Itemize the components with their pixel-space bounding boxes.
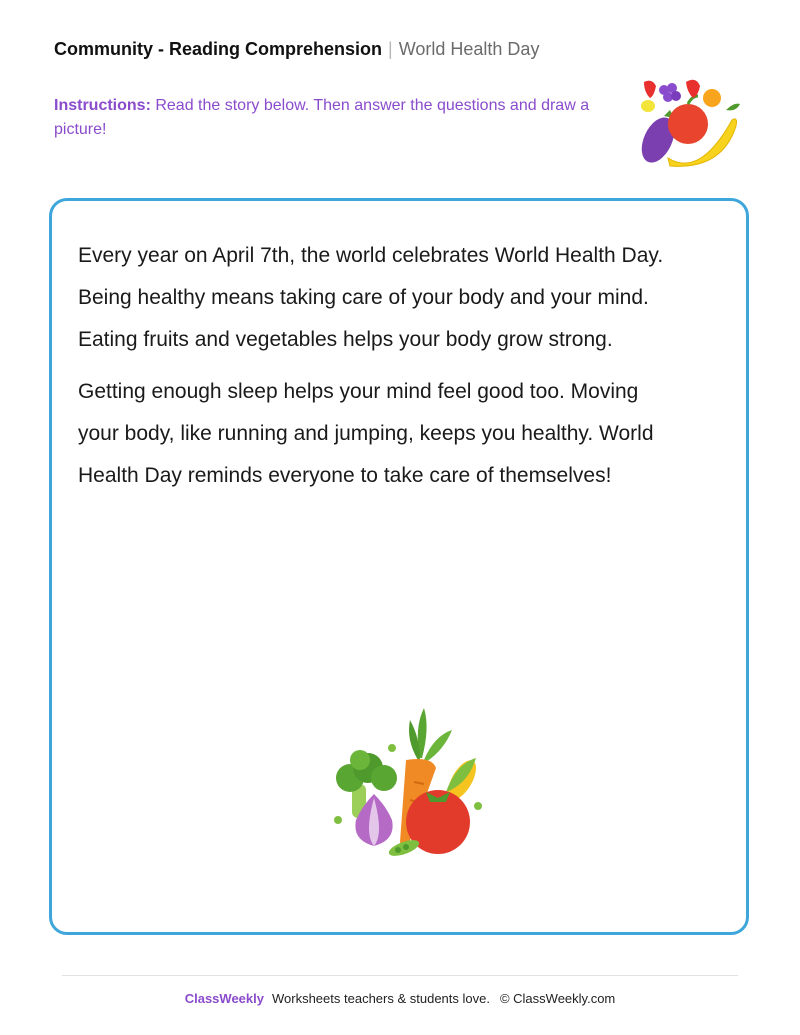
footer-divider (62, 975, 738, 976)
title-separator: | (388, 39, 393, 59)
story-paragraph-1: Every year on April 7th, the world celebrates World Health Day. Being healthy means taking care of your body and your mind. Eating fruits and vegetables helps your body grow strong. (78, 244, 664, 351)
story-box (49, 198, 749, 935)
footer-tagline: Worksheets teachers & students love. (271, 991, 490, 1006)
fruit-basket-icon (630, 70, 745, 175)
instructions-label: Instructions: (54, 97, 151, 114)
worksheet-subtitle: World Health Day (398, 39, 540, 59)
instructions-text: Read the story below. Then answer the questions and draw a picture! (54, 97, 590, 138)
footer-brand: ClassWeekly (184, 991, 264, 1006)
footer-copyright: © ClassWeekly.com (499, 991, 616, 1006)
worksheet-header (54, 37, 539, 61)
story-text (78, 235, 678, 507)
vegetables-icon (322, 696, 492, 866)
footer (0, 990, 800, 1008)
instructions (54, 94, 614, 142)
worksheet-title: Community - Reading Comprehension (54, 39, 383, 59)
story-paragraph-2: Getting enough sleep helps your mind feel good too. Moving your body, like running and jumping, keeps you healthy. World Health Day reminds everyone to take care of themselves! (78, 380, 654, 487)
